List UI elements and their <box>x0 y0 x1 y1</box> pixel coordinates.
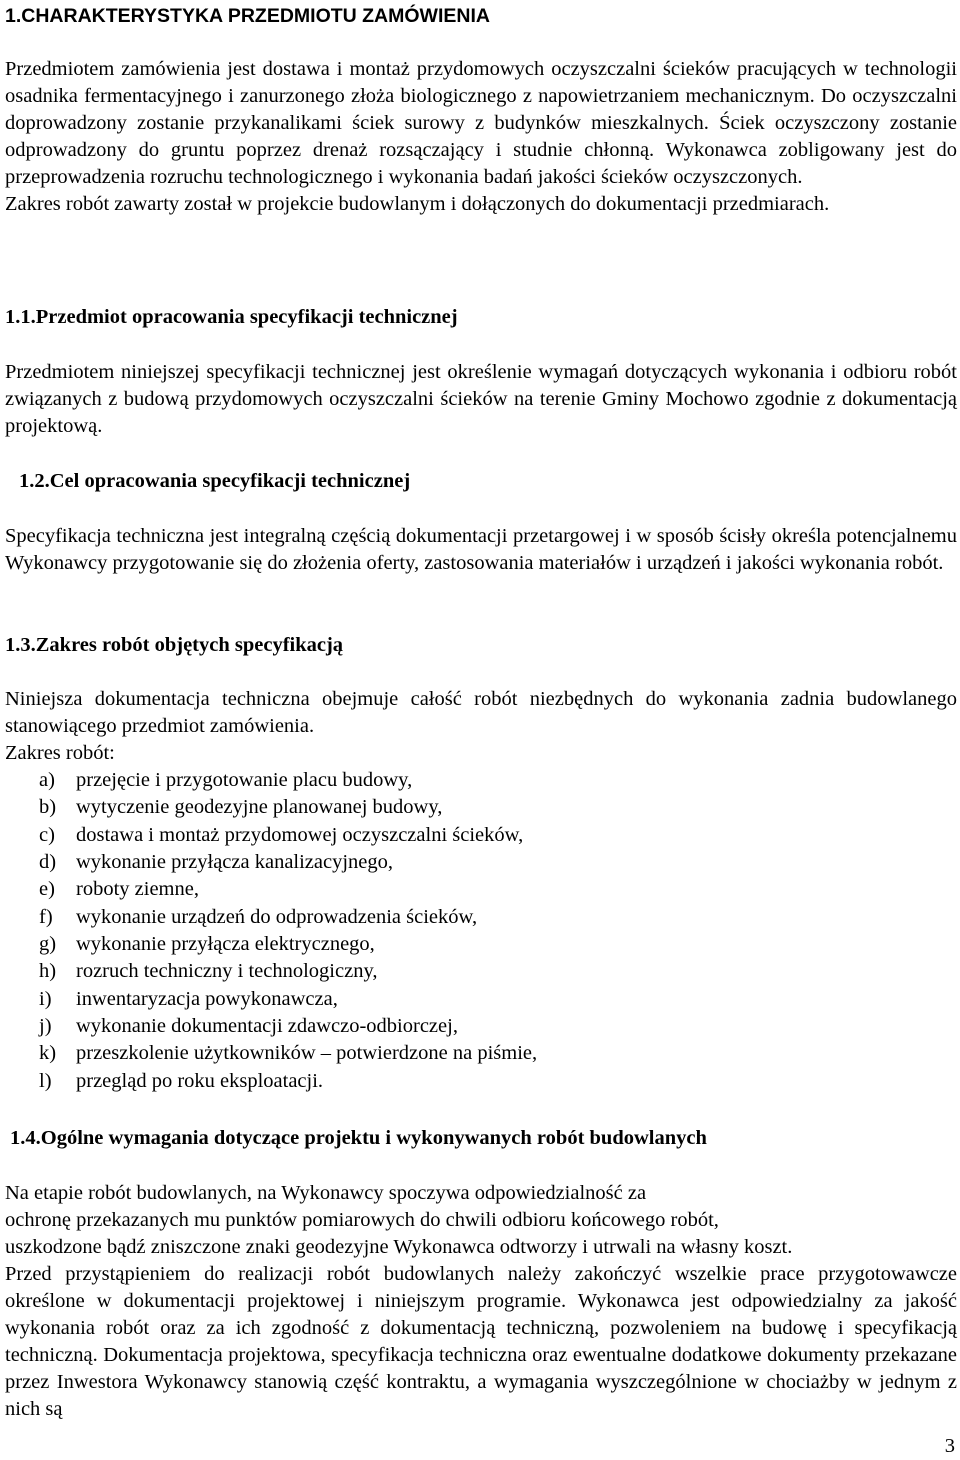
list-item <box>39 876 537 903</box>
list-marker: c) <box>39 823 55 846</box>
section-1-1-body <box>5 359 957 440</box>
list-marker: l) <box>39 1069 52 1092</box>
list-item-text: przejęcie i przygotowanie placu budowy, <box>76 769 413 791</box>
list-item-text: wykonanie dokumentacji zdawczo-odbiorczej, <box>76 1015 458 1038</box>
section-title: 1.CHARAKTERYSTYKA PRZEDMIOTU ZAMÓWIENIA <box>5 5 490 27</box>
list-item <box>39 986 537 1013</box>
list-item <box>39 767 537 794</box>
heading-1-4: 1.4.Ogólne wymagania dotyczące projektu i wykonywanych robót budowlanych <box>10 1127 707 1149</box>
page-number: 3 <box>944 1435 955 1457</box>
list-marker: a) <box>39 769 55 791</box>
list-marker: d) <box>39 851 57 874</box>
list-item-text: przeszkolenie użytkowników – potwierdzone na piśmie, <box>76 1042 538 1065</box>
intro-block <box>5 56 957 218</box>
list-item-text: wykonanie urządzeń do odprowadzenia ścieków, <box>76 905 478 928</box>
scope-list-intro: Zakres robót: <box>5 742 115 764</box>
list-item-text: inwentaryzacja powykonawcza, <box>76 987 338 1010</box>
list-marker: j) <box>39 1015 52 1038</box>
section-1-4-line: Na etapie robót budowlanych, na Wykonawcy spoczywa odpowiedzialność za <box>5 1182 647 1204</box>
section-1-3-body <box>5 686 957 767</box>
list-item-text: wytyczenie geodezyjne planowanej budowy, <box>76 796 443 819</box>
list-marker: k) <box>39 1042 57 1065</box>
section-1-1-text: Przedmiotem niniejszej specyfikacji technicznej jest określenie wymagań dotyczących wykonania i odbioru robót związanych z budową przydomowych oczyszczalni ścieków na terenie Gminy Mochowo zgodnie z dokumentacją projektową. <box>5 361 957 437</box>
list-item <box>39 794 537 821</box>
intro-paragraph-scope: Zakres robót zawarty został w projekcie budowlanym i dołączonych do dokumentacji przedmiarach. <box>5 193 830 215</box>
list-item-text: przegląd po roku eksploatacji. <box>76 1069 324 1092</box>
scope-list <box>39 767 537 1095</box>
section-1-4-paragraph: Przed przystąpieniem do realizacji robót budowlanych należy zakończyć wszelkie prace przygotowawcze określone w dokumentacji projektowej i niniejszym programie. Wykonawca jest odpowiedzialny za jakość wykonania robót oraz za ich zgodność z dokumentacją techniczną, pozwoleniem na budowę i specyfikacją techniczną. Dokumentacja projektowa, specyfikacja techniczna oraz ewentualne dodatkowe dokumenty przekazane przez Inwestora Wykonawcy stanowią część kontraktu, a wymagania wyszczególnione w chociażby w jednym z nich są <box>5 1263 957 1420</box>
list-item <box>39 1068 537 1095</box>
list-marker: e) <box>39 878 55 901</box>
list-item-text: rozruch techniczny i technologiczny, <box>76 960 378 983</box>
list-item <box>39 931 537 958</box>
section-1-3-text: Niniejsza dokumentacja techniczna obejmuje całość robót niezbędnych do wykonania zadnia budowlanego stanowiącego przedmiot zamówienia. <box>5 688 957 737</box>
heading-1-2: 1.2.Cel opracowania specyfikacji technicznej <box>19 470 411 492</box>
list-marker: i) <box>39 987 52 1010</box>
section-1-2-body <box>5 523 957 577</box>
section-1-2-text: Specyfikacja techniczna jest integralną częścią dokumentacji przetargowej i w sposób ścisły określa potencjalnemu Wykonawcy przygotowanie się do złożenia oferty, zastosowania materiałów i urządzeń i jakości wykonania robót. <box>5 525 957 574</box>
list-item-text: wykonanie przyłącza elektrycznego, <box>76 933 375 956</box>
list-item <box>39 958 537 985</box>
list-item-text: wykonanie przyłącza kanalizacyjnego, <box>76 851 394 874</box>
list-item <box>39 849 537 876</box>
list-marker: g) <box>39 933 57 956</box>
section-1-4-body <box>5 1180 957 1423</box>
list-item-text: roboty ziemne, <box>76 878 199 901</box>
list-item <box>39 904 537 931</box>
heading-1-1: 1.1.Przedmiot opracowania specyfikacji technicznej <box>5 306 458 328</box>
list-item-text: dostawa i montaż przydomowej oczyszczalni ścieków, <box>76 823 524 846</box>
list-marker: h) <box>39 960 57 983</box>
list-item <box>39 822 537 849</box>
heading-1-3: 1.3.Zakres robót objętych specyfikacją <box>5 634 344 656</box>
list-marker: f) <box>39 905 53 928</box>
list-item <box>39 1013 537 1040</box>
section-1-4-line: uszkodzone bądź zniszczone znaki geodezyjne Wykonawca odtworzy i utrwali na własny koszt. <box>5 1236 793 1258</box>
list-item <box>39 1040 537 1067</box>
list-marker: b) <box>39 796 57 819</box>
section-1-4-line: ochronę przekazanych mu punktów pomiarowych do chwili odbioru końcowego robót, <box>5 1209 719 1231</box>
intro-paragraph: Przedmiotem zamówienia jest dostawa i montaż przydomowych oczyszczalni ścieków pracujących w technologii osadnika fermentacyjnego i zanurzonego złoża biologicznego z napowietrzaniem mechanicznym. Do oczyszczalni doprowadzony zostanie przykanalikami ściek surowy z budynków mieszkalnych. Ściek oczyszczony zostanie odprowadzony do gruntu poprzez drenaż rozsączający i studnie chłonną. Wykonawca zobligowany jest do przeprowadzenia rozruchu technologicznego i wykonania badań jakości ścieków oczyszczonych. <box>5 58 957 188</box>
